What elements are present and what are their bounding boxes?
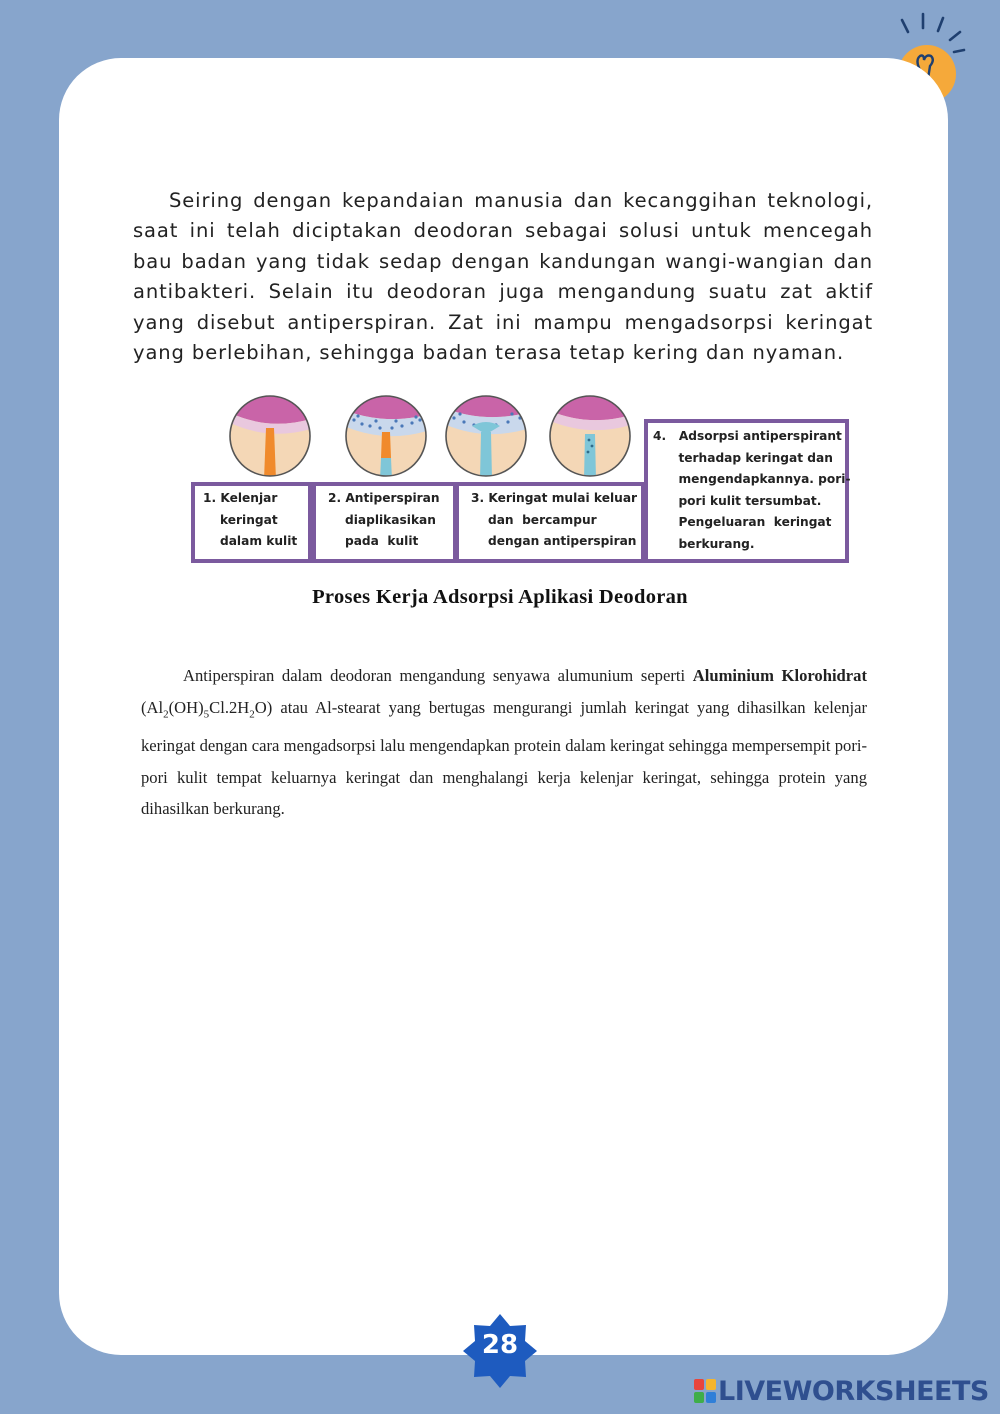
skin-diagram-2 <box>344 394 430 480</box>
compound-name: Aluminium Klorohidrat <box>692 666 867 685</box>
step-4-label: 4. Adsorpsi antiperspirant terhadap keringat dan mengendapkannya. pori- pori kulit tersumbat. Pengeluaran keringat berkurang. <box>653 429 851 551</box>
skin-diagram-1 <box>228 394 314 480</box>
logo-mark-icon <box>694 1379 716 1403</box>
chemical-formula: $(Al_2(OH)_5Cl.2H_2O)$ <box>141 697 273 720</box>
step-2-label: 2. Antiperspiran diaplikasikan pada kulit <box>328 491 440 548</box>
para2-intro: Antiperspiran dalam deodoran mengandung senyawa alumunium seperti <box>183 666 686 685</box>
intro-paragraph: Seiring dengan kepandaian manusia dan kecanggihan teknologi, saat ini telah diciptakan deodoran sebagai solusi untuk mencegah bau badan yang tidak sedap dengan kandungan wangi-wangian dan antibakteri. Selain itu deodoran juga mengandung suatu zat aktif yang disebut antiperspiran. Zat ini mampu mengadsorpsi keringat yang berlebihan, sehingga badan terasa tetap kering dan nyaman. <box>133 189 873 365</box>
liveworksheets-logo <box>694 1374 989 1408</box>
para2-rest: atau Al-stearat yang bertugas mengurangi jumlah keringat yang dihasilkan kelenjar keringat dengan cara mengadsorpsi lalu mengendapkan protein dalam keringat sehingga mempersempit pori-pori kulit tempat keluarnya keringat dan menghalangi kerja kelenjar keringat, sehingga protein yang dihasilkan berkurang. <box>141 697 867 819</box>
step-1-label: 1. Kelenjar keringat dalam kulit <box>203 491 298 548</box>
skin-diagram-3 <box>444 394 530 480</box>
explanation-paragraph <box>141 660 867 825</box>
brand-text[interactable]: LIVEWORKSHEETS <box>718 1375 989 1407</box>
step-3-label: 3. Keringat mulai keluar dan bercampur dengan antiperspiran <box>471 491 638 548</box>
figure-caption: Proses Kerja Adsorpsi Aplikasi Deodoran <box>312 586 688 608</box>
skin-diagram-4 <box>548 394 634 480</box>
page-number: 28 <box>481 1330 519 1360</box>
process-figure <box>190 388 852 566</box>
